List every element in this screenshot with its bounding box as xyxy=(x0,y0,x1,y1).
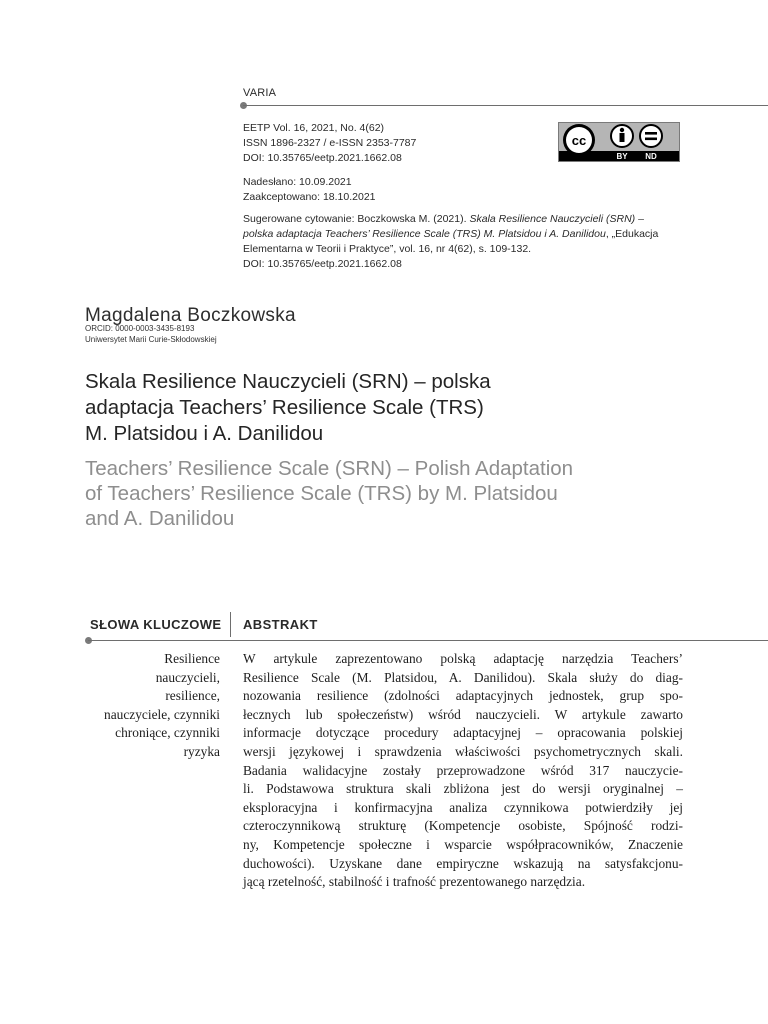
keywords-list: Resilience nauczycieli, resilience, nauczyciele, czynniki chroniące, czynniki ryzyka xyxy=(104,651,220,759)
author-orcid[interactable]: ORCID: 0000-0003-3435-8193 xyxy=(85,324,195,333)
cc-by-nd-icon xyxy=(559,123,679,161)
section-rule xyxy=(88,640,768,641)
header-rule xyxy=(243,105,768,106)
journal-doi: DOI: 10.35765/eetp.2021.1662.08 xyxy=(243,152,402,164)
cc-text: cc xyxy=(571,133,587,148)
title-english: Teachers’ Resilience Scale (SRN) – Polish Adaptation of Teachers’ Resilience Scale (TRS) by M. Platsidou and A. Danilidou xyxy=(85,457,574,530)
accepted-date: Zaakceptowano: 18.10.2021 xyxy=(243,191,376,203)
author-name: Magdalena Boczkowska xyxy=(85,305,296,326)
cc-license-badge[interactable] xyxy=(558,122,680,162)
keywords-heading: SŁOWA KLUCZOWE xyxy=(90,617,222,632)
abstract-heading: ABSTRAKT xyxy=(243,617,318,632)
submitted-date: Nadesłano: 10.09.2021 xyxy=(243,176,352,188)
title-polish: Skala Resilience Nauczycieli (SRN) – polska adaptacja Teachers’ Resilience Scale (TRS) M. Platsidou i A. Danilidou xyxy=(85,370,491,445)
journal-info xyxy=(243,121,416,166)
heading-divider xyxy=(230,612,231,637)
author-affiliation: Uniwersytet Marii Curie-Skłodowskiej xyxy=(85,335,217,344)
suggested-citation: Sugerowane cytowanie: Boczkowska M. (2021). Skala Resilience Nauczycieli (SRN) – polska adaptacja Teachers’ Resilience Scale (TRS) M. Platsidou i A. Danilidou, „Edukacja Elementarna w Teorii i Praktyce”, vol. 16, nr 4(62), s. 109-132. DOI: 10.35765/eetp.2021.1662.08 xyxy=(243,212,663,272)
journal-issn: ISSN 1896-2327 / e-ISSN 2353-7787 xyxy=(243,137,417,149)
abstract-text: W artykule zaprezentowano polską adaptację narzędzia Teachers’ Resilience Scale (M. Platsidou, A. Danilidou). Skala służy do diag- nozowania resilience (zdolności adaptacyjnych jednostek, grup spo- łecznych lub społeczeństw) wśród nauczycieli. W artykule zawarto informacje dotyczące procedury adaptacyjnej – opracowania polskiej wersji językowej i sprawdzenia właściwości psychometrycznych skali. Badania walidacyjne zostały przeprowadzone wśród 317 nauczycie- li. Podstawowa struktura skali zbliżona jest do wersji oryginalnej – eksploracyjna i konfirmacyjna analiza czynnikowa potwierdziły jej czteroczynnikową strukturę (Kompetencje osobiste, Spójność rodzi- ny, Kompetencje społeczne i wsparcie współpracowników, Znaczenie duchowości). Uzyskane dane empiryczne wskazują na satysfakcjonu- jącą rzetelność, stabilność i trafność prezentowanego narzędzia. xyxy=(243,651,683,890)
journal-volume: EETP Vol. 16, 2021, No. 4(62) xyxy=(243,122,385,134)
section-label: VARIA xyxy=(243,87,277,99)
citation-doi: DOI: 10.35765/eetp.2021.1662.08 xyxy=(243,258,402,270)
submission-dates xyxy=(243,175,376,205)
nd-text: ND xyxy=(645,152,657,161)
by-text: BY xyxy=(616,152,628,161)
